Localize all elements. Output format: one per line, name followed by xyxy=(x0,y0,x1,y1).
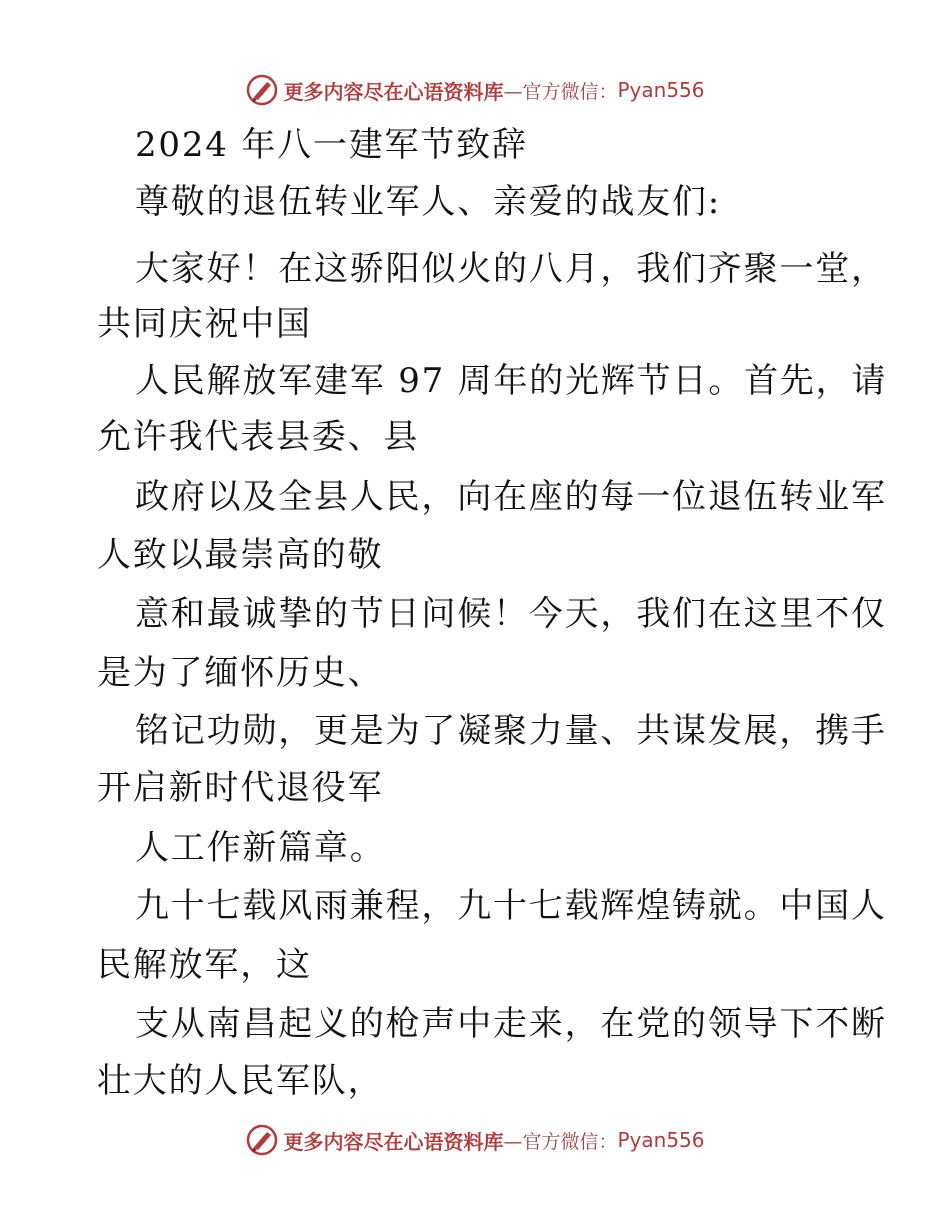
banner-wechat-id: Pyan556 xyxy=(617,1128,705,1152)
text-line: 九十七载风雨兼程，九十七载辉煌铸就。中国人 xyxy=(135,886,887,926)
text-line: 大家好！在这骄阳似火的八月，我们齐聚一堂， xyxy=(135,249,887,289)
text-line: 政府以及全县人民，向在座的每一位退伍转业军 xyxy=(135,477,887,517)
text-line: 人民解放军建军 97 周年的光辉节日。首先，请 xyxy=(135,361,888,401)
pen-logo-icon xyxy=(245,1123,279,1157)
banner-wechat-id: Pyan556 xyxy=(617,78,705,102)
text-line: 壮大的人民军队， xyxy=(97,1061,384,1101)
text-line: 人致以最崇高的敬 xyxy=(97,535,384,575)
text-line: 允许我代表县委、县 xyxy=(97,417,420,457)
banner-separator: —官方微信： xyxy=(503,1130,618,1153)
header-banner xyxy=(0,70,950,110)
text-line: 是为了缅怀历史、 xyxy=(97,653,384,693)
document-title: 2024 年八一建军节致辞 xyxy=(135,125,528,165)
banner-separator: —官方微信： xyxy=(503,80,618,103)
pen-logo-icon xyxy=(245,73,279,107)
text-line: 开启新时代退役军 xyxy=(97,768,384,808)
text-line: 铭记功勋，更是为了凝聚力量、共谋发展，携手 xyxy=(135,711,887,751)
banner-text: 更多内容尽在心语资料库 xyxy=(283,1129,504,1154)
text-line: 支从南昌起义的枪声中走来，在党的领导下不断 xyxy=(135,1004,887,1044)
banner-text: 更多内容尽在心语资料库 xyxy=(283,79,504,104)
text-line: 民解放军，这 xyxy=(97,945,312,985)
text-line: 人工作新篇章。 xyxy=(135,828,386,868)
text-line: 共同庆祝中国 xyxy=(97,304,312,344)
text-line: 意和最诚挚的节日问候！今天，我们在这里不仅 xyxy=(135,594,887,634)
salutation: 尊敬的退伍转业军人、亲爱的战友们: xyxy=(135,182,722,222)
footer-banner xyxy=(0,1120,950,1160)
